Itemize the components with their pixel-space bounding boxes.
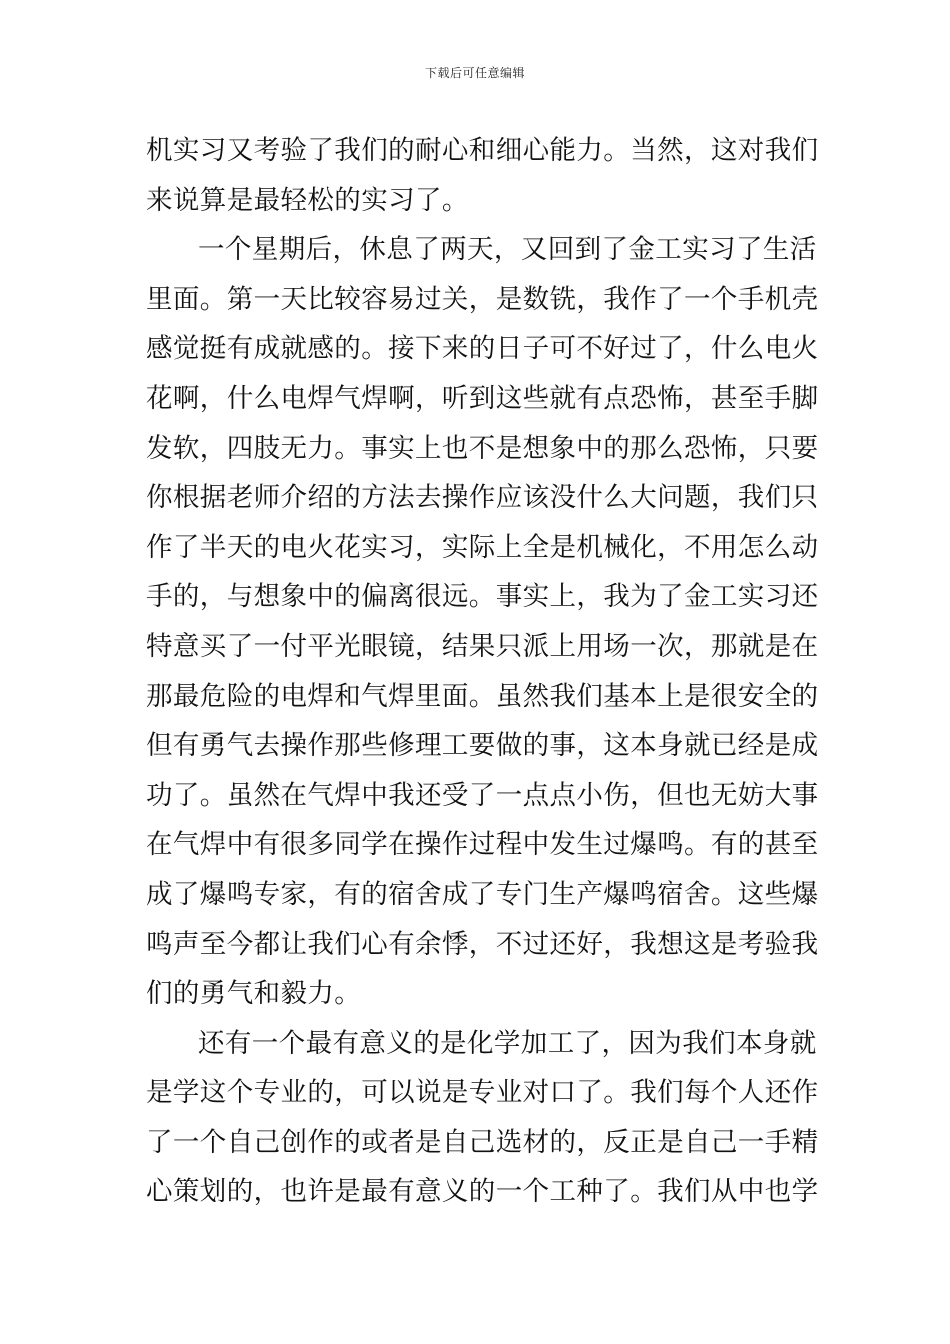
text-line: 了一个自己创作的或者是自己选材的，反正是自己一手精 (146, 1126, 819, 1158)
text-line: 成了爆鸣专家，有的宿舍成了专门生产爆鸣宿舍。这些爆 (146, 878, 819, 910)
text-line: 鸣声至今都让我们心有余悸，不过还好，我想这是考验我 (146, 928, 819, 960)
paragraph (146, 1019, 819, 1217)
text-line: 你根据老师介绍的方法去操作应该没什么大问题，我们只 (146, 482, 819, 514)
text-line: 是学这个专业的，可以说是专业对口了。我们每个人还作 (146, 1077, 819, 1109)
paragraph (146, 225, 819, 1019)
text-line: 来说算是最轻松的实习了。 (146, 184, 469, 216)
text-line: 特意买了一付平光眼镜，结果只派上用场一次，那就是在 (146, 630, 819, 662)
text-line: 功了。虽然在气焊中我还受了一点点小伤，但也无妨大事 (146, 779, 819, 811)
text-line: 发软，四肢无力。事实上也不是想象中的那么恐怖，只要 (146, 432, 819, 464)
text-line: 还有一个最有意义的是化学加工了，因为我们本身就 (198, 1027, 817, 1059)
text-line: 但有勇气去操作那些修理工要做的事，这本身就已经是成 (146, 730, 819, 762)
paragraph (146, 126, 819, 225)
text-line: 花啊，什么电焊气焊啊，听到这些就有点恐怖，甚至手脚 (146, 382, 819, 414)
text-line: 里面。第一天比较容易过关，是数铣，我作了一个手机壳 (146, 283, 819, 315)
text-line: 手的，与想象中的偏离很远。事实上，我为了金工实习还 (146, 581, 819, 613)
text-line: 作了半天的电火花实习，实际上全是机械化，不用怎么动 (146, 531, 819, 563)
text-line: 感觉挺有成就感的。接下来的日子可不好过了，什么电火 (146, 333, 819, 365)
text-line: 机实习又考验了我们的耐心和细心能力。当然，这对我们 (146, 135, 819, 166)
text-line: 那最危险的电焊和气焊里面。虽然我们基本上是很安全的 (146, 680, 819, 712)
page-header: 下载后可任意编辑 (424, 66, 525, 80)
document-body (146, 126, 819, 1217)
text-line: 心策划的，也许是最有意义的一个工种了。我们从中也学 (146, 1176, 819, 1208)
text-line: 在气焊中有很多同学在操作过程中发生过爆鸣。有的甚至 (146, 829, 819, 861)
text-line: 们的勇气和毅力。 (146, 978, 362, 1010)
text-line: 一个星期后，休息了两天，又回到了金工实习了生活 (198, 234, 817, 266)
